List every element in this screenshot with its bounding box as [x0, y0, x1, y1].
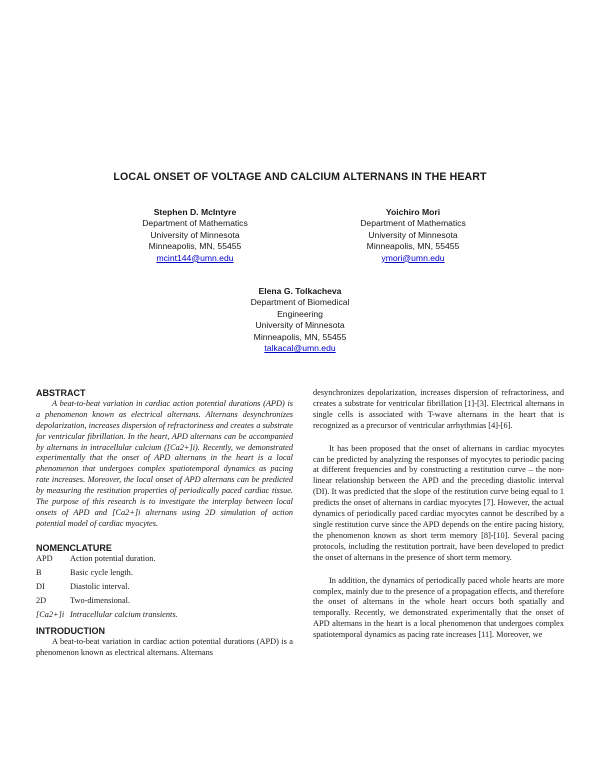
nomenclature-term: APD: [36, 553, 53, 563]
nomenclature-item: [36, 610, 178, 624]
author-dept: Department of Biomedical: [250, 297, 350, 308]
nomenclature-list: [36, 554, 178, 624]
intro-paragraph: In addition, the dynamics of periodically paced whole hearts are more complex, mainly due to the presence of a propagation effects, and therefore the onset of alternans in the whole heart occurs both spatially and temporally. Recently, we demonstrated experimentally that the onset of APD alternans in the heart is a local phenomenon that undergoes complex spatiotemporal dynamics as pacing rate increases [11]. Moreover, we: [313, 575, 564, 640]
author-univ: University of Minnesota: [255, 320, 345, 331]
nomenclature-definition: Action potential duration.: [70, 553, 156, 563]
author-univ: University of Minnesota: [150, 229, 240, 240]
author-univ: University of Minnesota: [368, 229, 458, 240]
nomenclature-term: 2D: [36, 595, 47, 605]
author-block-3: [205, 286, 395, 354]
author-address: Minneapolis, MN, 55455: [366, 241, 460, 252]
nomenclature-item: [36, 582, 178, 596]
nomenclature-term: B: [36, 567, 42, 577]
nomenclature-item: [36, 596, 178, 610]
introduction-text: A beat-to-beat variation in cardiac action potential durations (APD) is a phenomenon known as electrical alternans. Alternans: [36, 636, 293, 657]
author-dept: Department of Mathematics: [360, 218, 466, 229]
nomenclature-term: DI: [36, 581, 45, 591]
intro-paragraph: It has been proposed that the onset of alternans in cardiac myocytes can be predicted by analyzing the responses of myocytes to periodic pacing at different frequencies and by constructing a restitution curve – the non-linear relationship between the APD and the preceding diastolic interval (DI). It was predicted that the slope of the restitution curve being equal to 1 predicts the onset of alternans in cardiac myocytes [7]. However, the actual dynamics of periodically paced cardiac myocytes cannot be described by a single restitution curve since the APD depends on the entire pacing history, the phenomenon known as short term memory [8]-[10]. Several pacing protocols, including the restitution portrait, have been developed to predict the onset of alternans in the presence of short term memory.: [313, 443, 564, 562]
author-block-2: [318, 207, 508, 264]
nomenclature-item: [36, 568, 178, 582]
left-column: [36, 388, 293, 658]
author-dept: Department of Mathematics: [142, 218, 248, 229]
author-name: Yoichiro Mori: [385, 207, 441, 217]
paper-title: LOCAL ONSET OF VOLTAGE AND CALCIUM ALTERNANS IN THE HEART: [113, 171, 487, 183]
author-address: Minneapolis, MN, 55455: [148, 241, 242, 252]
nomenclature-item: [36, 554, 178, 568]
author-name: Stephen D. McIntyre: [153, 207, 237, 217]
abstract-text: A beat-to-beat variation in cardiac action potential durations (APD) is a phenomenon known as electrical alternans. Alternans desynchronizes depolarization, increases dispersion of refractoriness and creates a substrate for ventricular fibrillation. In the heart, APD alternans can be accompanied by alternans in intracellular calcium ([Ca2+]i). Recently, we demonstrated experimentally that the onset of APD alternans in the heart is a local phenomenon that undergoes complex spatiotemporal dynamics as pacing rate increases. Moreover, the local onset of APD alternans can be predicted by measuring the restitution properties of periodically paced cardiac tissue. The purpose of this research is to investigate the interplay between local onsets of APD and [Ca2+]i alternans using 2D simulation of action potential model of cardiac myocytes.: [36, 398, 293, 528]
right-column: [313, 388, 564, 641]
author-dept: Engineering: [277, 308, 323, 319]
author-email-link[interactable]: ymori@umn.edu: [381, 252, 445, 263]
nomenclature-definition: Diastolic interval.: [70, 581, 130, 591]
author-name: Elena G. Tolkacheva: [258, 286, 342, 296]
author-block-1: [100, 207, 290, 264]
nomenclature-heading: NOMENCLATURE: [36, 542, 112, 553]
nomenclature-definition: Basic cycle length.: [70, 567, 133, 577]
intro-paragraph: desynchronizes depolarization, increases dispersion of refractoriness, and creates a substrate for ventricular fibrillation [1]-[3]. Electrical alternans in single cells is associated with T-wave alternans in the heart that is recognized as a precursor of ventricular arrhythmias [4]-[6].: [313, 388, 564, 430]
author-email-link[interactable]: talkacal@umn.edu: [264, 343, 336, 354]
nomenclature-definition: Two-dimensional.: [70, 595, 131, 605]
author-email-link[interactable]: mcint144@umn.edu: [156, 252, 234, 263]
nomenclature-definition: Intracellular calcium transients.: [70, 609, 178, 619]
author-address: Minneapolis, MN, 55455: [253, 331, 347, 342]
abstract-heading: ABSTRACT: [36, 388, 86, 398]
nomenclature-term: [Ca2+]i: [36, 609, 65, 619]
introduction-heading: INTRODUCTION: [36, 625, 105, 636]
